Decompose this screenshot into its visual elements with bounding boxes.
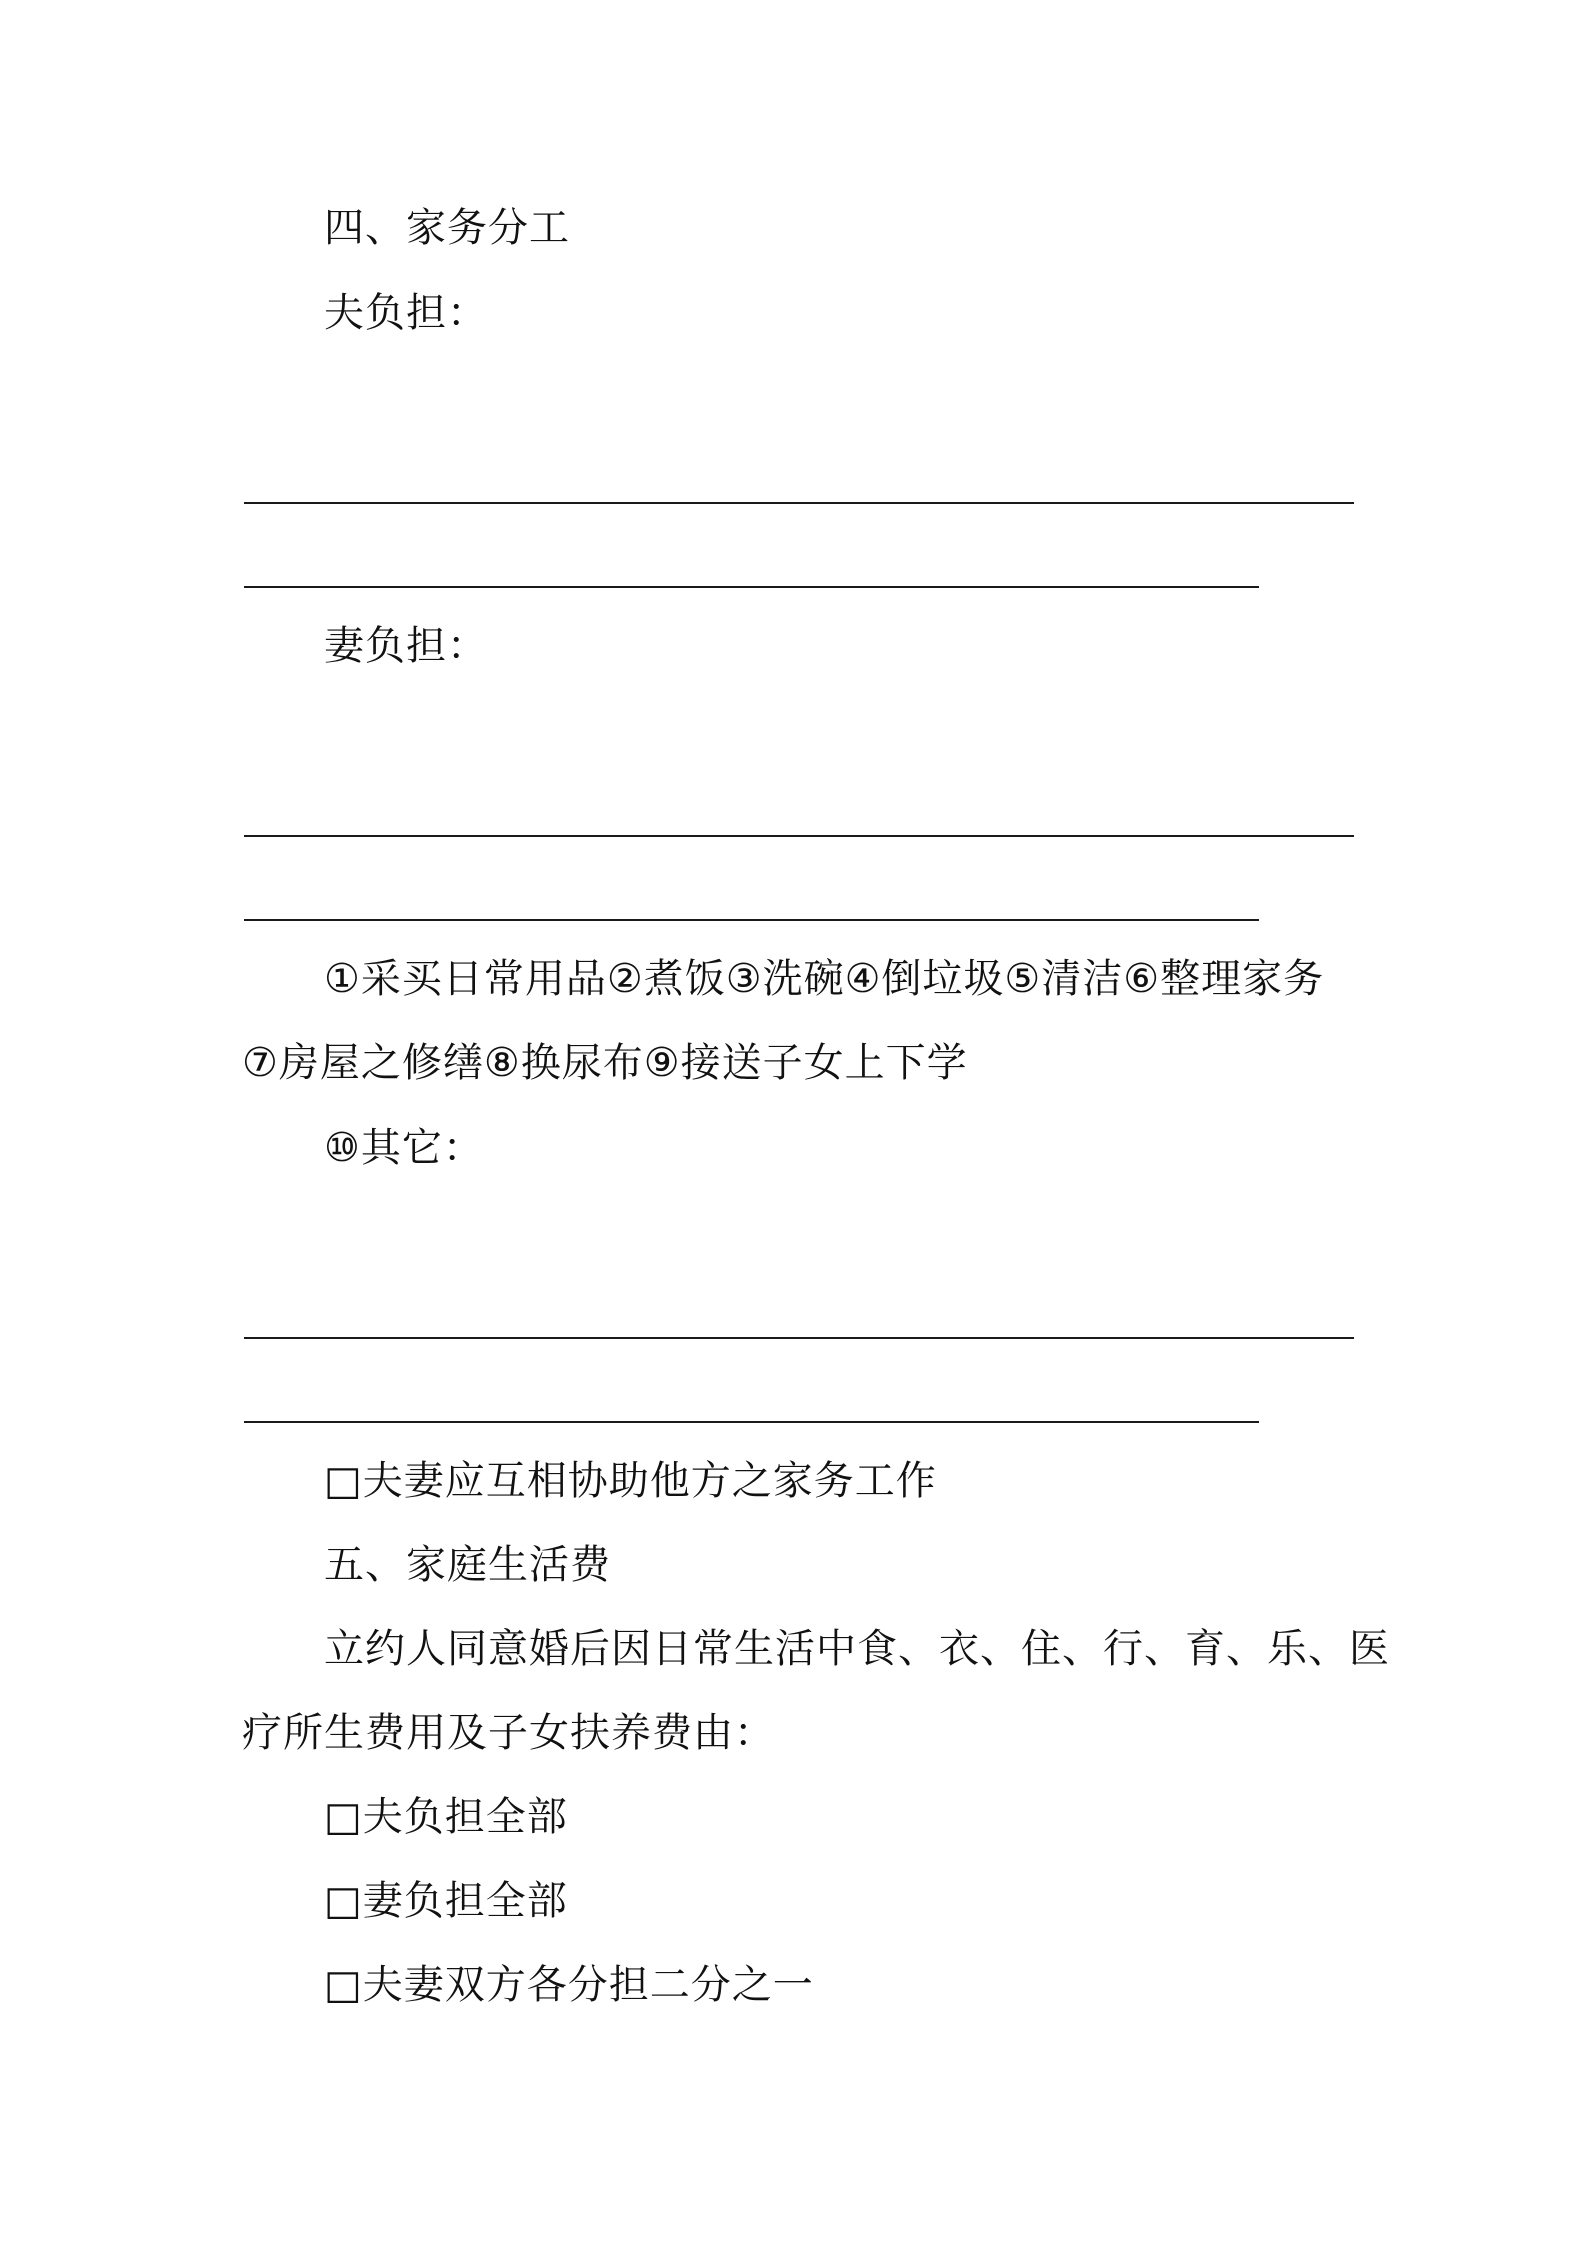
husband-fill-line-2 <box>244 586 1259 588</box>
chores-list-line-1: ①采买日常用品②煮饭③洗碗④倒垃圾⑤清洁⑥整理家务 <box>324 956 1325 1002</box>
section-five-heading: 五、家庭生活费 <box>324 1542 611 1588</box>
living-expense-paragraph-line-2: 疗所生费用及子女扶养费由： <box>242 1710 775 1756</box>
chores-list-line-2: ⑦房屋之修缮⑧换尿布⑨接送子女上下学 <box>242 1040 968 1086</box>
other-label: ⑩其它： <box>324 1125 484 1171</box>
other-fill-line-2 <box>244 1421 1259 1423</box>
section-four-heading: 四、家务分工 <box>324 205 570 251</box>
split-half-checkbox[interactable]: □夫妻双方各分担二分之一 <box>324 1962 814 2008</box>
husband-label: 夫负担： <box>324 290 488 336</box>
wife-fill-line-2 <box>244 919 1259 921</box>
husband-pays-all-checkbox[interactable]: □夫负担全部 <box>324 1794 568 1840</box>
wife-fill-line-1 <box>244 835 1354 837</box>
husband-fill-line-1 <box>244 502 1354 504</box>
mutual-help-checkbox[interactable]: □夫妻应互相协助他方之家务工作 <box>324 1458 937 1504</box>
wife-label: 妻负担： <box>324 623 488 669</box>
wife-pays-all-checkbox[interactable]: □妻负担全部 <box>324 1878 568 1924</box>
other-fill-line-1 <box>244 1337 1354 1339</box>
living-expense-paragraph-line-1: 立约人同意婚后因日常生活中食、衣、住、行、育、乐、医 <box>324 1626 1390 1672</box>
